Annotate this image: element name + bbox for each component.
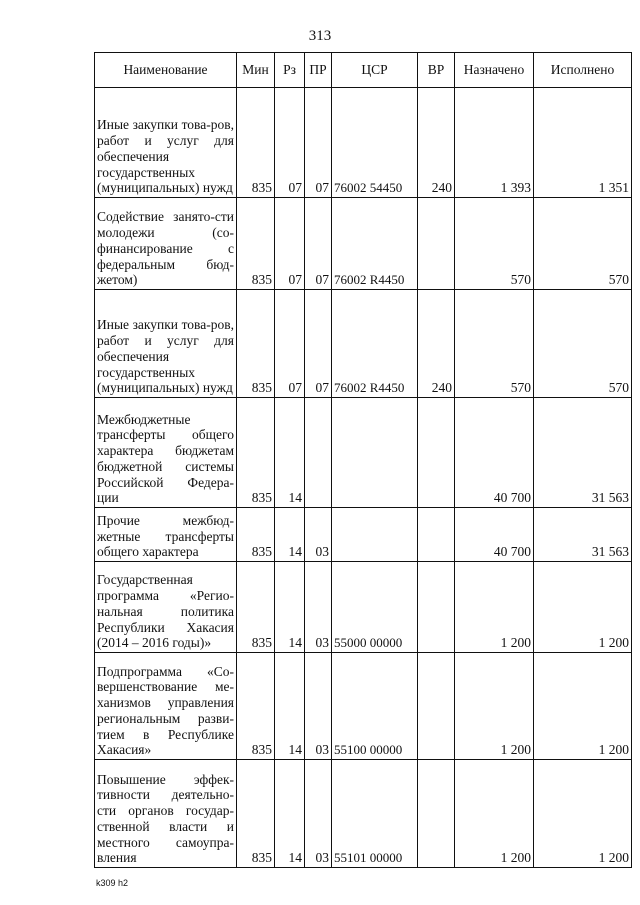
row-rz: 14	[275, 760, 305, 868]
row-rz: 07	[275, 88, 305, 198]
row-rz: 07	[275, 198, 305, 290]
table-row	[95, 562, 632, 653]
row-rz: 14	[275, 562, 305, 653]
row-rz: 14	[275, 398, 305, 508]
row-pr: 03	[305, 760, 332, 868]
header-name: Наименование	[95, 53, 237, 88]
row-name: Содействие занято-сти молодежи (со-финансирование с федеральным бюд-жетом)	[95, 198, 237, 290]
row-assigned: 40 700	[455, 398, 534, 508]
row-name: Подпрограмма «Со-вершенствование ме-ханизмов управления региональным разви-тием в Республике Хакасия»	[95, 653, 237, 760]
budget-table	[94, 52, 632, 868]
table-row	[95, 198, 632, 290]
row-executed: 1 200	[534, 760, 632, 868]
header-rz: Рз	[275, 53, 305, 88]
table-header-row	[95, 53, 632, 88]
row-csr: 55100 00000	[332, 653, 418, 760]
row-min: 835	[237, 198, 275, 290]
row-csr	[332, 508, 418, 562]
row-vr: 240	[418, 88, 455, 198]
row-csr: 76002 R4450	[332, 198, 418, 290]
row-pr: 03	[305, 653, 332, 760]
header-csr: ЦСР	[332, 53, 418, 88]
row-vr	[418, 198, 455, 290]
row-assigned: 1 393	[455, 88, 534, 198]
row-rz: 07	[275, 290, 305, 398]
row-min: 835	[237, 88, 275, 198]
row-executed: 31 563	[534, 508, 632, 562]
row-name: Межбюджетные трансферты общего характера бюджетам бюджетной системы Российской Федера-ции	[95, 398, 237, 508]
row-executed: 1 200	[534, 653, 632, 760]
row-vr	[418, 562, 455, 653]
row-name: Прочие межбюд-жетные трансферты общего характера	[95, 508, 237, 562]
row-assigned: 570	[455, 198, 534, 290]
header-executed: Исполнено	[534, 53, 632, 88]
row-vr	[418, 508, 455, 562]
table-row	[95, 88, 632, 198]
row-pr: 03	[305, 508, 332, 562]
row-name: Иные закупки това-ров, работ и услуг для обеспечения государственных (муниципальных) нужд	[95, 88, 237, 198]
row-csr: 76002 54450	[332, 88, 418, 198]
row-assigned: 570	[455, 290, 534, 398]
row-name: Повышение эффек-тивности деятельно-сти органов государ-ственной власти и местного самоупра-вления	[95, 760, 237, 868]
row-assigned: 40 700	[455, 508, 534, 562]
row-assigned: 1 200	[455, 760, 534, 868]
row-min: 835	[237, 562, 275, 653]
row-pr: 07	[305, 198, 332, 290]
header-min: Мин	[237, 53, 275, 88]
row-csr: 55000 00000	[332, 562, 418, 653]
row-vr: 240	[418, 290, 455, 398]
row-name: Иные закупки това-ров, работ и услуг для обеспечения государственных (муниципальных) нужд	[95, 290, 237, 398]
row-assigned: 1 200	[455, 653, 534, 760]
table-row	[95, 290, 632, 398]
row-executed: 1 351	[534, 88, 632, 198]
row-csr	[332, 398, 418, 508]
row-vr	[418, 760, 455, 868]
table-row	[95, 508, 632, 562]
row-pr	[305, 398, 332, 508]
table-row	[95, 760, 632, 868]
row-min: 835	[237, 508, 275, 562]
header-assigned: Назначено	[455, 53, 534, 88]
row-pr: 07	[305, 290, 332, 398]
row-executed: 31 563	[534, 398, 632, 508]
row-csr: 55101 00000	[332, 760, 418, 868]
row-executed: 570	[534, 198, 632, 290]
row-vr	[418, 398, 455, 508]
row-min: 835	[237, 398, 275, 508]
footer-code: k309 h2	[96, 878, 129, 888]
table-row	[95, 653, 632, 760]
row-pr: 07	[305, 88, 332, 198]
row-min: 835	[237, 653, 275, 760]
page-number: 313	[308, 28, 332, 44]
row-executed: 570	[534, 290, 632, 398]
row-vr	[418, 653, 455, 760]
table-row	[95, 398, 632, 508]
row-rz: 14	[275, 508, 305, 562]
row-assigned: 1 200	[455, 562, 534, 653]
header-vr: ВР	[418, 53, 455, 88]
row-rz: 14	[275, 653, 305, 760]
row-name: Государственная программа «Регио-нальная политика Республики Хакасия (2014 – 2016 годы)»	[95, 562, 237, 653]
row-min: 835	[237, 760, 275, 868]
row-executed: 1 200	[534, 562, 632, 653]
header-pr: ПР	[305, 53, 332, 88]
row-pr: 03	[305, 562, 332, 653]
row-csr: 76002 R4450	[332, 290, 418, 398]
row-min: 835	[237, 290, 275, 398]
